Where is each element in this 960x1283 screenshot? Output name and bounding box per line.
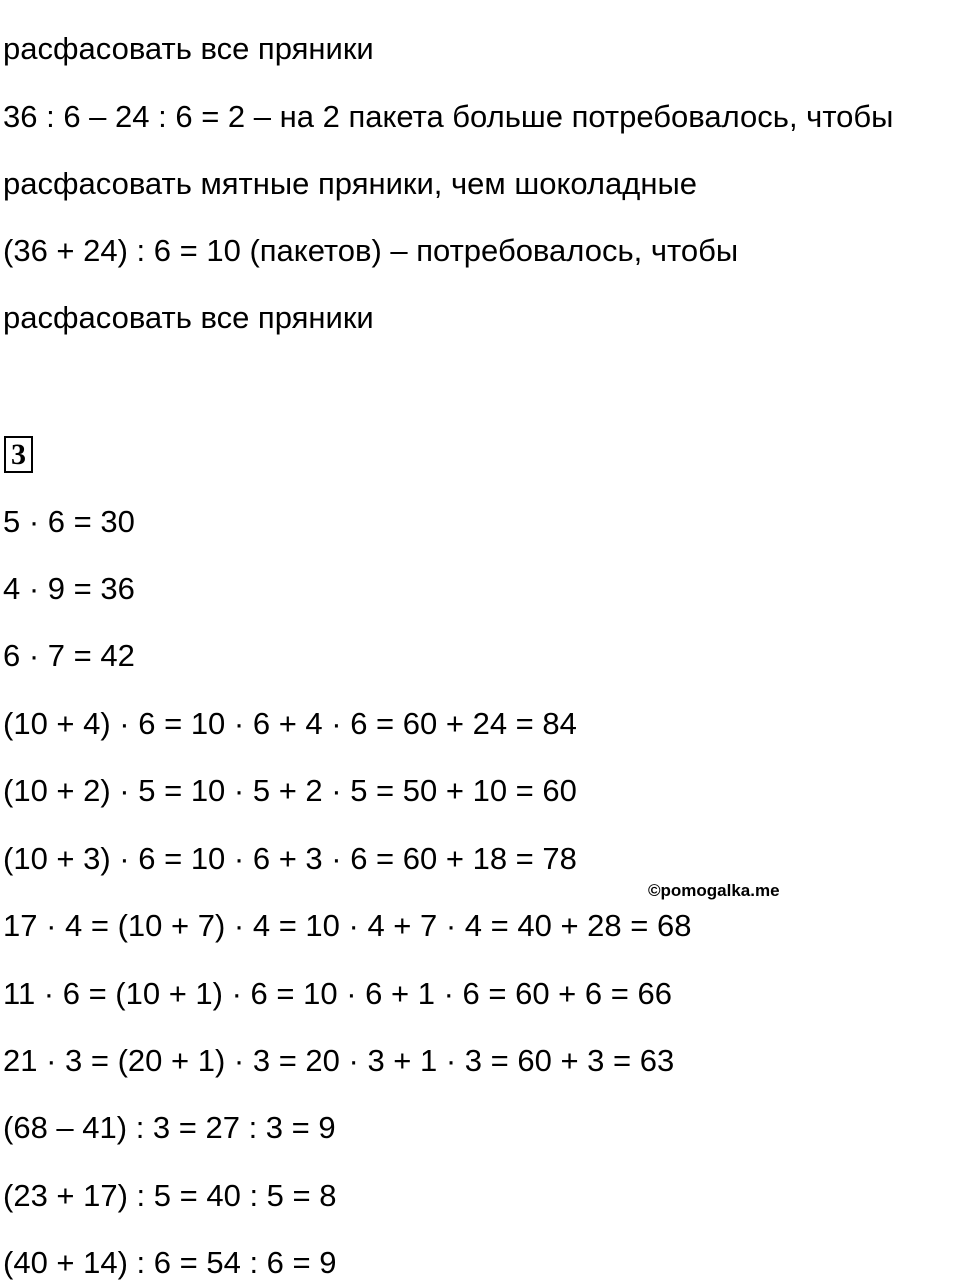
equation-line: (40 + 14) : 6 = 54 : 6 = 9 <box>3 1245 337 1280</box>
text-line: 36 : 6 – 24 : 6 = 2 – на 2 пакета больше потребовалось, чтобы <box>3 99 894 134</box>
equation-line: (10 + 4) · 6 = 10 · 6 + 4 · 6 = 60 + 24 = 84 <box>3 706 577 741</box>
task-number-box: 3 <box>4 436 33 473</box>
equation-line: (10 + 2) · 5 = 10 · 5 + 2 · 5 = 50 + 10 = 60 <box>3 773 577 808</box>
equation-line: (68 – 41) : 3 = 27 : 3 = 9 <box>3 1110 336 1145</box>
text-line: расфасовать все пряники <box>3 31 374 66</box>
equation-line: 6 · 7 = 42 <box>3 638 135 673</box>
equation-line: (23 + 17) : 5 = 40 : 5 = 8 <box>3 1178 337 1213</box>
watermark: ©pomogalka.me <box>648 881 780 900</box>
equation-line: 11 · 6 = (10 + 1) · 6 = 10 · 6 + 1 · 6 = 60 + 6 = 66 <box>3 976 672 1011</box>
equation-line: 4 · 9 = 36 <box>3 571 135 606</box>
text-line: расфасовать мятные пряники, чем шоколадные <box>3 166 697 201</box>
equation-line: (10 + 3) · 6 = 10 · 6 + 3 · 6 = 60 + 18 = 78 <box>3 841 577 876</box>
equation-line: 5 · 6 = 30 <box>3 504 135 539</box>
text-line: расфасовать все пряники <box>3 300 374 335</box>
equation-line: 21 · 3 = (20 + 1) · 3 = 20 · 3 + 1 · 3 = 60 + 3 = 63 <box>3 1043 675 1078</box>
text-line: (36 + 24) : 6 = 10 (пакетов) – потребовалось, чтобы <box>3 233 739 268</box>
equation-line: 17 · 4 = (10 + 7) · 4 = 10 · 4 + 7 · 4 = 40 + 28 = 68 <box>3 908 692 943</box>
